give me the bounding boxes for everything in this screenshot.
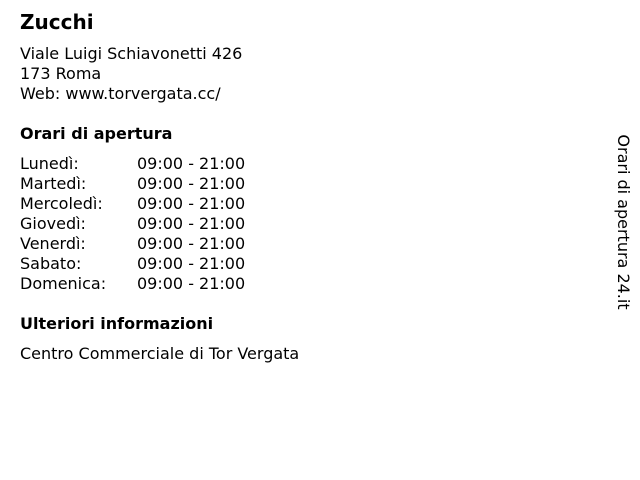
day-hours: 09:00 - 21:00: [137, 174, 246, 193]
day-label: Domenica:: [20, 274, 107, 293]
day-label: Sabato:: [20, 254, 82, 273]
address-city: 173 Roma: [20, 64, 102, 83]
web-link[interactable]: www.torvergata.cc/: [65, 84, 221, 103]
hours-row-thursday: [20, 214, 245, 234]
hours-row-friday: [20, 234, 245, 254]
hours-row-sunday: [20, 274, 245, 294]
brand-watermark: Orari di apertura 24.it: [614, 134, 633, 310]
day-hours: 09:00 - 21:00: [137, 194, 246, 213]
web-label: Web:: [20, 84, 61, 103]
hours-row-saturday: [20, 254, 245, 274]
day-hours: 09:00 - 21:00: [137, 214, 246, 233]
web-line: [20, 84, 242, 104]
opening-hours-heading: Orari di apertura: [20, 124, 173, 143]
additional-info-text: Centro Commerciale di Tor Vergata: [20, 344, 300, 363]
day-label: Martedì:: [20, 174, 87, 193]
day-hours: 09:00 - 21:00: [137, 274, 246, 293]
hours-row-monday: [20, 154, 245, 174]
day-label: Giovedì:: [20, 214, 86, 233]
day-hours: 09:00 - 21:00: [137, 234, 246, 253]
hours-row-wednesday: [20, 194, 245, 214]
day-hours: 09:00 - 21:00: [137, 154, 246, 173]
day-label: Lunedì:: [20, 154, 79, 173]
address-street: Viale Luigi Schiavonetti 426: [20, 44, 243, 63]
day-label: Mercoledì:: [20, 194, 103, 213]
day-label: Venerdì:: [20, 234, 86, 253]
shop-name: Zucchi: [20, 10, 94, 34]
hours-row-tuesday: [20, 174, 245, 194]
additional-info-heading: Ulteriori informazioni: [20, 314, 214, 333]
day-hours: 09:00 - 21:00: [137, 254, 246, 273]
shop-address: [20, 44, 242, 104]
opening-hours-table: [20, 154, 245, 294]
